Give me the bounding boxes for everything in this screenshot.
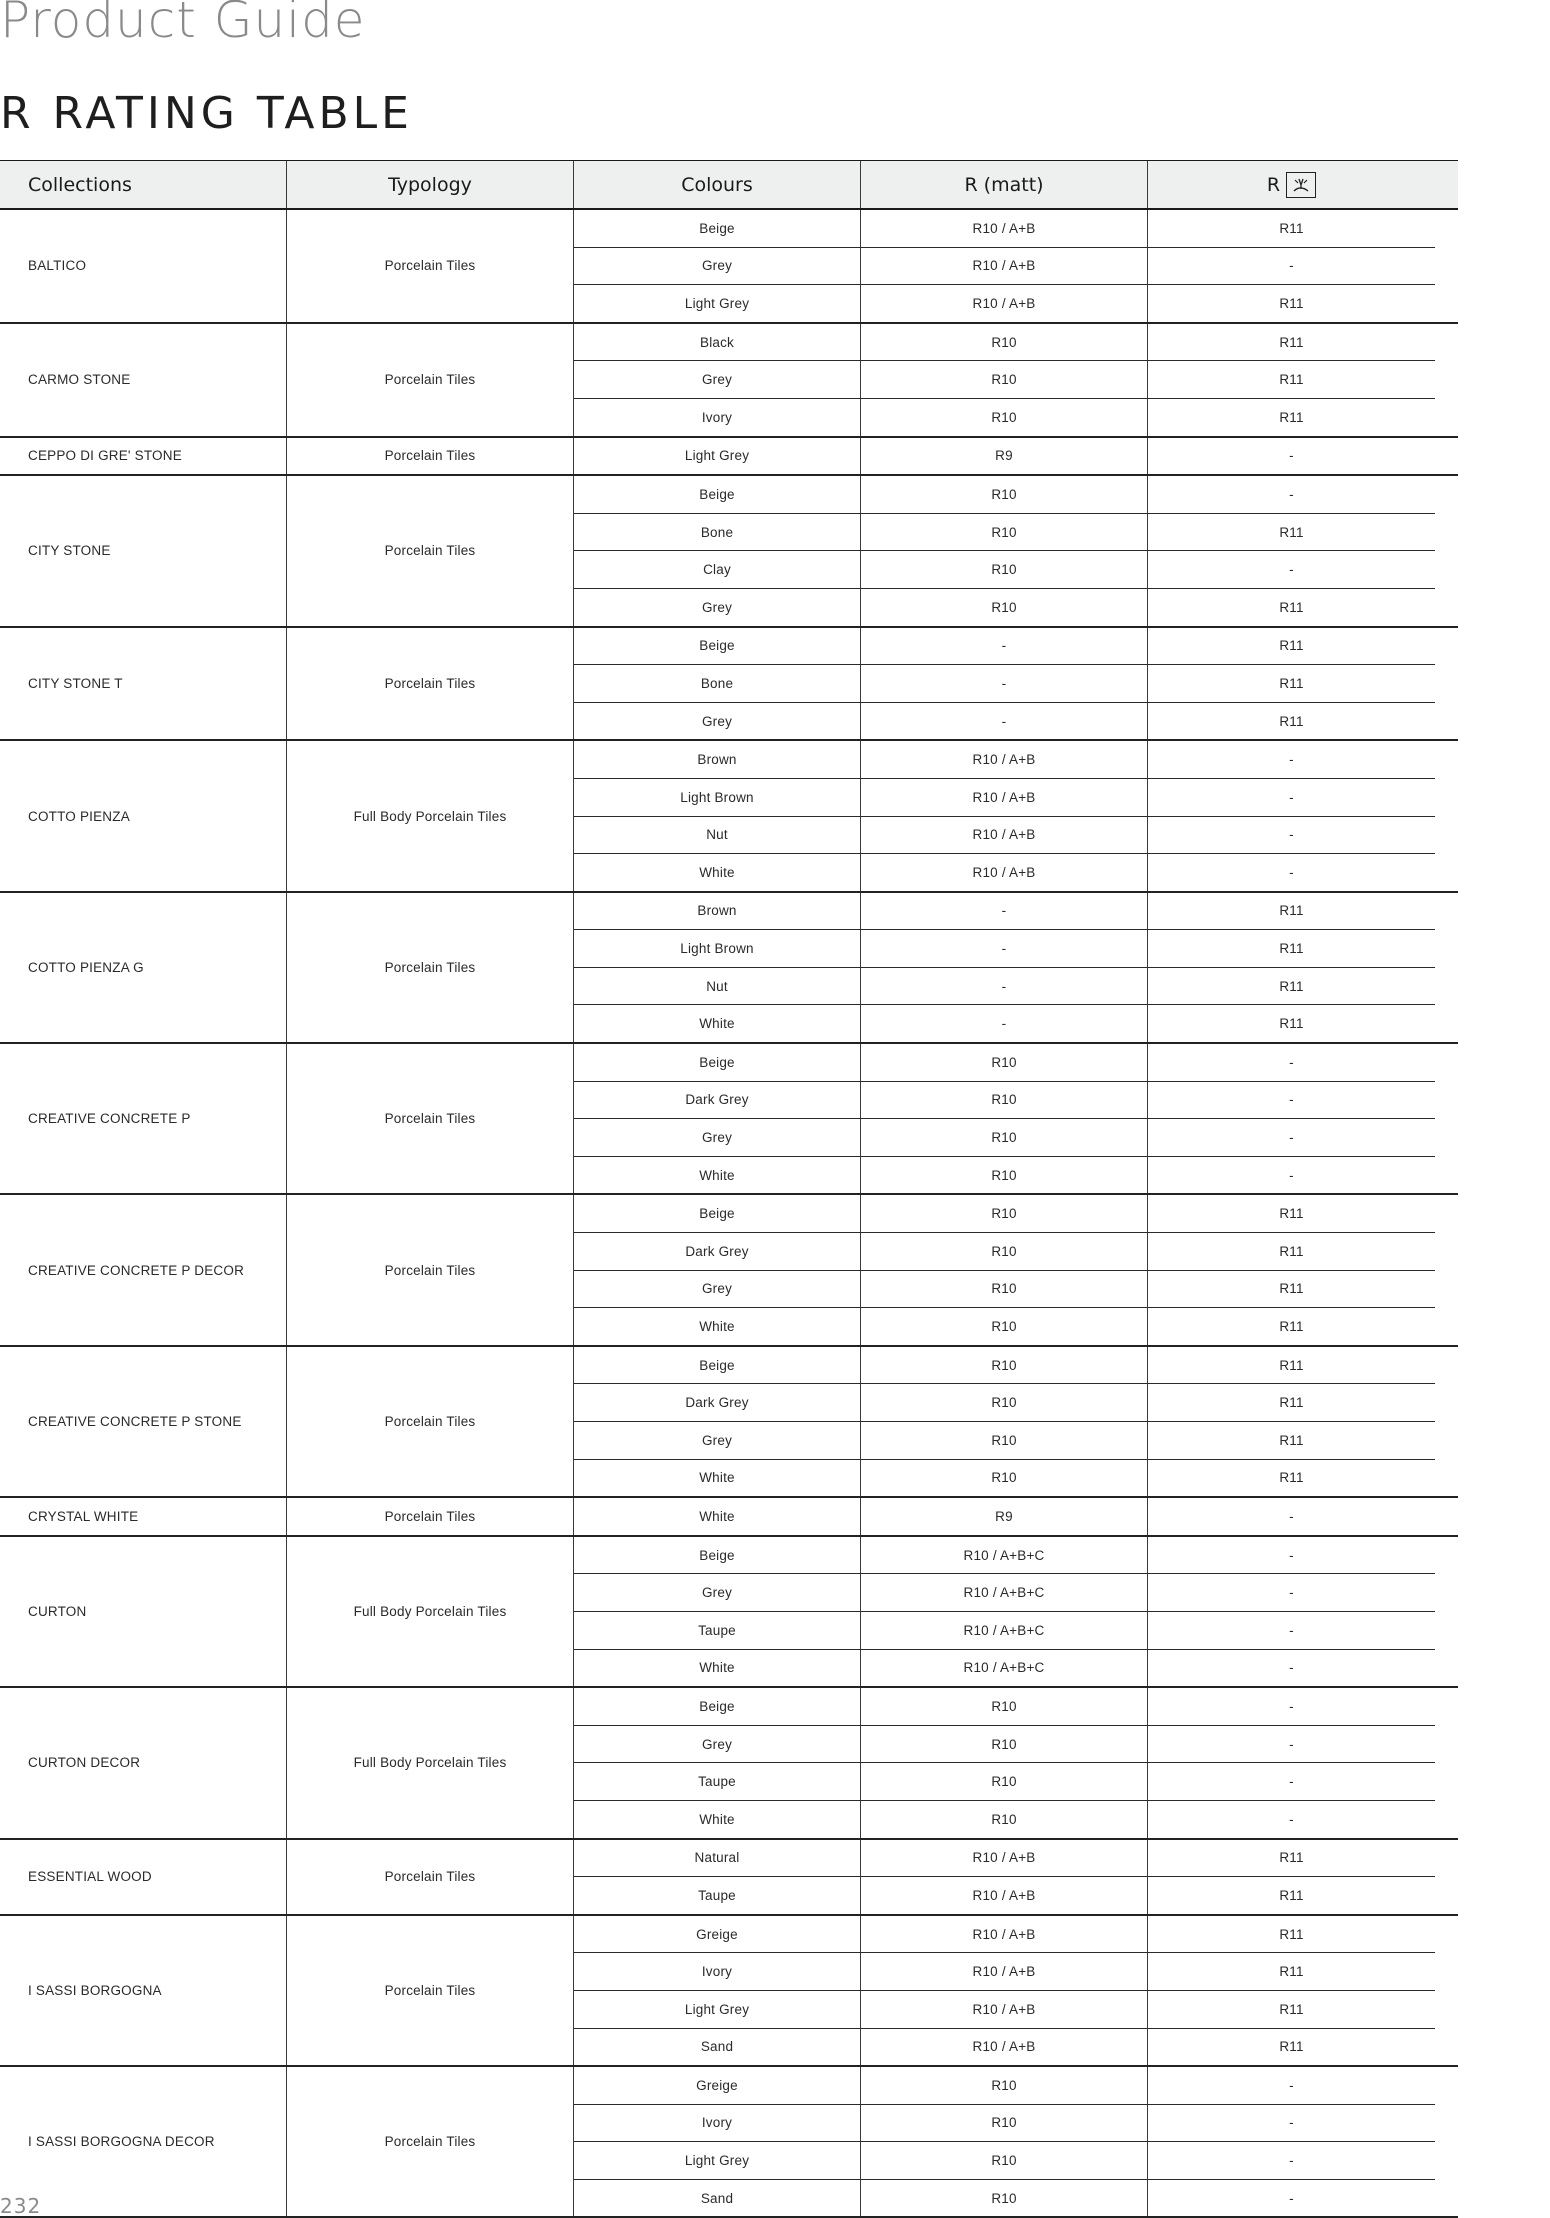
table-row bbox=[574, 324, 1435, 362]
colour-cell: Grey bbox=[574, 248, 861, 285]
table-row bbox=[574, 1005, 1435, 1042]
colour-cell: Ivory bbox=[574, 1953, 861, 1990]
colour-cell: Dark Grey bbox=[574, 1082, 861, 1119]
table-row bbox=[574, 1688, 1435, 1726]
table-row bbox=[574, 1044, 1435, 1082]
colour-cell: Dark Grey bbox=[574, 1384, 861, 1421]
collection-group bbox=[0, 324, 1458, 438]
typology: Porcelain Tiles bbox=[287, 210, 574, 322]
r-outdoor-cell: - bbox=[1289, 2115, 1294, 2131]
colour-cell: Beige bbox=[574, 1347, 861, 1384]
collection-name: CEPPO DI GRE' STONE bbox=[0, 438, 287, 475]
r-matt-cell: R10 / A+B bbox=[861, 1916, 1148, 1953]
r-outdoor-cell: R11 bbox=[1279, 1243, 1304, 1259]
r-outdoor-cell: R11 bbox=[1279, 1964, 1304, 1980]
r-outdoor-cell: - bbox=[1289, 2153, 1294, 2169]
r-outdoor-cell: - bbox=[1289, 1811, 1294, 1827]
r-matt-cell: R10 / A+B+C bbox=[861, 1574, 1148, 1611]
column-header-typology: Typology bbox=[287, 161, 574, 208]
table-row bbox=[574, 1991, 1435, 2029]
r-outdoor-cell: R11 bbox=[1279, 1432, 1304, 1448]
r-outdoor-cell: R11 bbox=[1279, 2001, 1304, 2017]
r-outdoor-cell: - bbox=[1289, 2077, 1294, 2093]
colour-cell: Grey bbox=[574, 1574, 861, 1611]
table-row bbox=[574, 2142, 1435, 2180]
r-outdoor-cell: - bbox=[1289, 1167, 1294, 1183]
collection-group bbox=[0, 438, 1458, 477]
r-outdoor-cell: R11 bbox=[1279, 713, 1304, 729]
colour-rows bbox=[574, 476, 1435, 625]
colour-cell: Taupe bbox=[574, 1763, 861, 1800]
colour-cell: Beige bbox=[574, 628, 861, 665]
column-header-collections: Collections bbox=[0, 161, 287, 208]
r-outdoor-cell: R11 bbox=[1279, 1395, 1304, 1411]
table-row bbox=[574, 1347, 1435, 1385]
r-outdoor-cell: - bbox=[1289, 1585, 1294, 1601]
collection-name: CREATIVE CONCRETE P DECOR bbox=[0, 1195, 287, 1344]
collection-group bbox=[0, 2067, 1458, 2218]
collection-name: CARMO STONE bbox=[0, 324, 287, 436]
r-outdoor-cell: R11 bbox=[1279, 1319, 1304, 1335]
colour-cell: Grey bbox=[574, 1271, 861, 1308]
r-outdoor-cell: - bbox=[1289, 448, 1294, 464]
colour-rows bbox=[574, 324, 1435, 436]
r-outdoor-cell: R11 bbox=[1279, 638, 1304, 654]
typology: Porcelain Tiles bbox=[287, 1347, 574, 1496]
typology: Porcelain Tiles bbox=[287, 628, 574, 740]
r-outdoor-cell: - bbox=[1289, 1508, 1294, 1524]
r-matt-cell: R10 bbox=[861, 476, 1148, 513]
colour-cell: Taupe bbox=[574, 1612, 861, 1649]
colour-cell: Grey bbox=[574, 1726, 861, 1763]
table-row bbox=[574, 1574, 1435, 1612]
r-matt-cell: - bbox=[861, 703, 1148, 740]
r-matt-cell: R10 bbox=[861, 361, 1148, 398]
r-matt-cell: - bbox=[861, 968, 1148, 1005]
r-matt-cell: R10 bbox=[861, 1688, 1148, 1725]
table-row bbox=[574, 1763, 1435, 1801]
r-matt-cell: R10 bbox=[861, 1082, 1148, 1119]
table-row bbox=[574, 1157, 1435, 1194]
typology: Porcelain Tiles bbox=[287, 324, 574, 436]
colour-cell: Black bbox=[574, 324, 861, 361]
r-matt-cell: R10 / A+B bbox=[861, 779, 1148, 816]
colour-cell: White bbox=[574, 1498, 861, 1535]
r-outdoor-cell: R11 bbox=[1279, 334, 1304, 350]
r-matt-cell: R10 / A+B+C bbox=[861, 1612, 1148, 1649]
collection-name: I SASSI BORGOGNA bbox=[0, 1916, 287, 2065]
table-row bbox=[574, 1916, 1435, 1954]
colour-cell: Grey bbox=[574, 703, 861, 740]
colour-rows bbox=[574, 1688, 1435, 1837]
colour-cell: White bbox=[574, 1801, 861, 1838]
r-matt-cell: R10 / A+B+C bbox=[861, 1650, 1148, 1687]
colour-cell: White bbox=[574, 1157, 861, 1194]
table-row bbox=[574, 779, 1435, 817]
brand-title: Product Guide bbox=[0, 0, 366, 49]
table-row bbox=[574, 1233, 1435, 1271]
table-row bbox=[574, 930, 1435, 968]
typology: Full Body Porcelain Tiles bbox=[287, 741, 574, 890]
r-outdoor-cell: R11 bbox=[1279, 409, 1304, 425]
table-row bbox=[574, 210, 1435, 248]
r-outdoor-cell: - bbox=[1289, 1092, 1294, 1108]
table-row bbox=[574, 1840, 1435, 1878]
colour-cell: Nut bbox=[574, 968, 861, 1005]
r-matt-cell: R9 bbox=[861, 1498, 1148, 1535]
r-outdoor-cell: R11 bbox=[1279, 1926, 1304, 1942]
r-matt-cell: R10 / A+B bbox=[861, 1877, 1148, 1914]
table-row bbox=[574, 589, 1435, 626]
r-matt-cell: R10 bbox=[861, 1195, 1148, 1232]
r-outdoor-cell: R11 bbox=[1279, 2039, 1304, 2055]
table-row bbox=[574, 1877, 1435, 1914]
table-row bbox=[574, 551, 1435, 589]
collection-name: CURTON bbox=[0, 1537, 287, 1686]
r-outdoor-cell: R11 bbox=[1279, 220, 1304, 236]
r-matt-cell: R10 bbox=[861, 1119, 1148, 1156]
r-matt-cell: - bbox=[861, 893, 1148, 930]
r-outdoor-cell: R11 bbox=[1279, 295, 1304, 311]
table-row bbox=[574, 1119, 1435, 1157]
table-row bbox=[574, 1650, 1435, 1687]
r-outdoor-cell: - bbox=[1289, 1736, 1294, 1752]
r-matt-cell: R10 / A+B bbox=[861, 741, 1148, 778]
r-outdoor-cell: R11 bbox=[1279, 1281, 1304, 1297]
collection-name: CREATIVE CONCRETE P STONE bbox=[0, 1347, 287, 1496]
r-matt-cell: R10 bbox=[861, 1044, 1148, 1081]
r-matt-cell: - bbox=[861, 1005, 1148, 1042]
colour-rows bbox=[574, 1498, 1435, 1535]
r-outdoor-cell: - bbox=[1289, 789, 1294, 805]
table-row bbox=[574, 1801, 1435, 1838]
collection-group bbox=[0, 893, 1458, 1044]
typology: Porcelain Tiles bbox=[287, 1195, 574, 1344]
r-matt-cell: R10 / A+B bbox=[861, 248, 1148, 285]
outdoor-surface-icon bbox=[1286, 172, 1316, 198]
r-matt-cell: R10 / A+B bbox=[861, 1991, 1148, 2028]
r-outdoor-cell: R11 bbox=[1279, 1206, 1304, 1222]
colour-cell: Bone bbox=[574, 665, 861, 702]
table-row bbox=[574, 1953, 1435, 1991]
collection-group bbox=[0, 1347, 1458, 1498]
r-matt-cell: R9 bbox=[861, 438, 1148, 475]
table-row bbox=[574, 285, 1435, 322]
table-row bbox=[574, 1422, 1435, 1460]
table-row bbox=[574, 1271, 1435, 1309]
r-outdoor-cell: R11 bbox=[1279, 599, 1304, 615]
column-header-r-label: R bbox=[1266, 173, 1281, 196]
colour-cell: Light Brown bbox=[574, 930, 861, 967]
r-outdoor-cell: - bbox=[1289, 562, 1294, 578]
colour-cell: Light Grey bbox=[574, 438, 861, 475]
r-outdoor-cell: R11 bbox=[1279, 524, 1304, 540]
r-matt-cell: R10 bbox=[861, 514, 1148, 551]
colour-cell: White bbox=[574, 854, 861, 891]
r-outdoor-cell: R11 bbox=[1279, 1016, 1304, 1032]
table-row bbox=[574, 399, 1435, 436]
r-matt-cell: R10 bbox=[861, 399, 1148, 436]
table-row bbox=[574, 968, 1435, 1006]
r-outdoor-cell: - bbox=[1289, 1547, 1294, 1563]
table-row bbox=[574, 854, 1435, 891]
r-matt-cell: R10 / A+B bbox=[861, 854, 1148, 891]
collection-name: CITY STONE bbox=[0, 476, 287, 625]
colour-cell: White bbox=[574, 1308, 861, 1345]
typology: Full Body Porcelain Tiles bbox=[287, 1688, 574, 1837]
table-row bbox=[574, 361, 1435, 399]
table-row bbox=[574, 1498, 1435, 1535]
typology: Porcelain Tiles bbox=[287, 893, 574, 1042]
r-matt-cell: - bbox=[861, 930, 1148, 967]
collection-group bbox=[0, 1498, 1458, 1537]
table-row bbox=[574, 1195, 1435, 1233]
r-matt-cell: R10 bbox=[861, 1233, 1148, 1270]
r-outdoor-cell: - bbox=[1289, 1660, 1294, 1676]
colour-rows bbox=[574, 2067, 1435, 2216]
r-outdoor-cell: R11 bbox=[1279, 978, 1304, 994]
table-row bbox=[574, 741, 1435, 779]
collection-group bbox=[0, 1688, 1458, 1839]
colour-cell: Ivory bbox=[574, 399, 861, 436]
r-outdoor-cell: R11 bbox=[1279, 1850, 1304, 1866]
collection-group bbox=[0, 1044, 1458, 1195]
table-row bbox=[574, 665, 1435, 703]
colour-cell: Dark Grey bbox=[574, 1233, 861, 1270]
r-outdoor-cell: R11 bbox=[1279, 675, 1304, 691]
column-header-r-outdoor bbox=[1148, 161, 1435, 208]
colour-cell: Brown bbox=[574, 893, 861, 930]
typology: Porcelain Tiles bbox=[287, 1916, 574, 2065]
r-outdoor-cell: R11 bbox=[1279, 1887, 1304, 1903]
r-matt-cell: R10 bbox=[861, 324, 1148, 361]
collection-name: CREATIVE CONCRETE P bbox=[0, 1044, 287, 1193]
colour-cell: Beige bbox=[574, 476, 861, 513]
collection-group bbox=[0, 1916, 1458, 2067]
colour-cell: Beige bbox=[574, 1537, 861, 1574]
colour-cell: Natural bbox=[574, 1840, 861, 1877]
collection-group bbox=[0, 628, 1458, 742]
r-matt-cell: R10 / A+B bbox=[861, 2029, 1148, 2066]
r-matt-cell: R10 bbox=[861, 1763, 1148, 1800]
collection-name: CRYSTAL WHITE bbox=[0, 1498, 287, 1535]
colour-rows bbox=[574, 210, 1435, 322]
r-matt-cell: R10 bbox=[861, 1308, 1148, 1345]
table-row bbox=[574, 2067, 1435, 2105]
colour-cell: Grey bbox=[574, 589, 861, 626]
colour-cell: Beige bbox=[574, 1044, 861, 1081]
r-matt-cell: R10 bbox=[861, 1460, 1148, 1497]
r-matt-cell: R10 bbox=[861, 1726, 1148, 1763]
colour-cell: Ivory bbox=[574, 2105, 861, 2142]
page-number: 232 bbox=[0, 2194, 42, 2218]
table-row bbox=[574, 817, 1435, 855]
r-outdoor-cell: R11 bbox=[1279, 1357, 1304, 1373]
table-row bbox=[574, 476, 1435, 514]
r-outdoor-cell: - bbox=[1289, 486, 1294, 502]
page-title: R RATING TABLE bbox=[0, 88, 413, 139]
r-matt-cell: R10 / A+B bbox=[861, 817, 1148, 854]
r-outdoor-cell: R11 bbox=[1279, 372, 1304, 388]
r-outdoor-cell: - bbox=[1289, 2190, 1294, 2206]
r-matt-cell: R10 / A+B bbox=[861, 210, 1148, 247]
typology: Porcelain Tiles bbox=[287, 438, 574, 475]
r-matt-cell: R10 bbox=[861, 1347, 1148, 1384]
r-outdoor-cell: - bbox=[1289, 752, 1294, 768]
collection-group bbox=[0, 210, 1458, 324]
r-matt-cell: - bbox=[861, 665, 1148, 702]
colour-cell: Light Grey bbox=[574, 1991, 861, 2028]
typology: Porcelain Tiles bbox=[287, 1044, 574, 1193]
r-matt-cell: R10 / A+B bbox=[861, 1840, 1148, 1877]
r-matt-cell: R10 bbox=[861, 2067, 1148, 2104]
r-matt-cell: R10 / A+B+C bbox=[861, 1537, 1148, 1574]
r-matt-cell: R10 bbox=[861, 1157, 1148, 1194]
colour-cell: Greige bbox=[574, 2067, 861, 2104]
r-matt-cell: R10 / A+B bbox=[861, 285, 1148, 322]
table-body bbox=[0, 210, 1458, 2218]
colour-cell: Nut bbox=[574, 817, 861, 854]
table-row bbox=[574, 1460, 1435, 1497]
collection-name: ESSENTIAL WOOD bbox=[0, 1840, 287, 1914]
r-matt-cell: R10 bbox=[861, 1801, 1148, 1838]
r-matt-cell: R10 bbox=[861, 551, 1148, 588]
column-header-colours: Colours bbox=[574, 161, 861, 208]
colour-rows bbox=[574, 1916, 1435, 2065]
collection-name: BALTICO bbox=[0, 210, 287, 322]
typology: Porcelain Tiles bbox=[287, 2067, 574, 2216]
typology: Porcelain Tiles bbox=[287, 1840, 574, 1914]
colour-cell: Light Brown bbox=[574, 779, 861, 816]
table-row bbox=[574, 1082, 1435, 1120]
colour-cell: Beige bbox=[574, 1688, 861, 1725]
colour-cell: Sand bbox=[574, 2180, 861, 2217]
r-matt-cell: R10 bbox=[861, 2180, 1148, 2217]
r-matt-cell: R10 / A+B bbox=[861, 1953, 1148, 1990]
colour-cell: White bbox=[574, 1650, 861, 1687]
r-outdoor-cell: R11 bbox=[1279, 1470, 1304, 1486]
colour-cell: Light Grey bbox=[574, 285, 861, 322]
table-row bbox=[574, 2180, 1435, 2217]
r-matt-cell: - bbox=[861, 628, 1148, 665]
r-outdoor-cell: - bbox=[1289, 1622, 1294, 1638]
r-outdoor-cell: - bbox=[1289, 1698, 1294, 1714]
colour-rows bbox=[574, 741, 1435, 890]
colour-cell: Grey bbox=[574, 361, 861, 398]
table-row bbox=[574, 438, 1435, 475]
table-row bbox=[574, 628, 1435, 666]
table-row bbox=[574, 703, 1435, 740]
colour-rows bbox=[574, 1347, 1435, 1496]
table-row bbox=[574, 1612, 1435, 1650]
r-rating-table bbox=[0, 160, 1458, 2218]
collection-name: I SASSI BORGOGNA DECOR bbox=[0, 2067, 287, 2216]
r-outdoor-cell: - bbox=[1289, 1774, 1294, 1790]
colour-rows bbox=[574, 1537, 1435, 1686]
typology: Porcelain Tiles bbox=[287, 476, 574, 625]
colour-cell: Clay bbox=[574, 551, 861, 588]
colour-cell: Brown bbox=[574, 741, 861, 778]
colour-rows bbox=[574, 1195, 1435, 1344]
table-row bbox=[574, 1308, 1435, 1345]
table-row bbox=[574, 514, 1435, 552]
r-matt-cell: R10 bbox=[861, 1271, 1148, 1308]
collection-group bbox=[0, 1195, 1458, 1346]
colour-cell: Beige bbox=[574, 1195, 861, 1232]
table-row bbox=[574, 248, 1435, 286]
collection-group bbox=[0, 1840, 1458, 1916]
colour-rows bbox=[574, 1044, 1435, 1193]
collection-group bbox=[0, 741, 1458, 892]
r-matt-cell: R10 bbox=[861, 589, 1148, 626]
table-row bbox=[574, 1384, 1435, 1422]
r-outdoor-cell: - bbox=[1289, 258, 1294, 274]
table-row bbox=[574, 2029, 1435, 2066]
r-outdoor-cell: - bbox=[1289, 1130, 1294, 1146]
table-row bbox=[574, 1537, 1435, 1575]
colour-cell: White bbox=[574, 1005, 861, 1042]
r-matt-cell: R10 bbox=[861, 1422, 1148, 1459]
colour-cell: Bone bbox=[574, 514, 861, 551]
typology: Porcelain Tiles bbox=[287, 1498, 574, 1535]
r-outdoor-cell: - bbox=[1289, 864, 1294, 880]
colour-cell: Sand bbox=[574, 2029, 861, 2066]
table-row bbox=[574, 2105, 1435, 2143]
r-outdoor-cell: R11 bbox=[1279, 941, 1304, 957]
collection-group bbox=[0, 476, 1458, 627]
r-outdoor-cell: - bbox=[1289, 827, 1294, 843]
colour-rows bbox=[574, 893, 1435, 1042]
collection-name: CITY STONE T bbox=[0, 628, 287, 740]
typology: Full Body Porcelain Tiles bbox=[287, 1537, 574, 1686]
table-row bbox=[574, 1726, 1435, 1764]
colour-cell: Light Grey bbox=[574, 2142, 861, 2179]
colour-rows bbox=[574, 438, 1435, 475]
column-header-r-matt: R (matt) bbox=[861, 161, 1148, 208]
collection-name: CURTON DECOR bbox=[0, 1688, 287, 1837]
table-row bbox=[574, 893, 1435, 931]
colour-cell: Taupe bbox=[574, 1877, 861, 1914]
r-outdoor-cell: - bbox=[1289, 1054, 1294, 1070]
colour-cell: Grey bbox=[574, 1422, 861, 1459]
collection-name: COTTO PIENZA G bbox=[0, 893, 287, 1042]
r-matt-cell: R10 bbox=[861, 2142, 1148, 2179]
colour-cell: White bbox=[574, 1460, 861, 1497]
colour-rows bbox=[574, 628, 1435, 740]
colour-cell: Beige bbox=[574, 210, 861, 247]
r-outdoor-cell: R11 bbox=[1279, 903, 1304, 919]
colour-rows bbox=[574, 1840, 1435, 1914]
table-header bbox=[0, 161, 1458, 210]
r-matt-cell: R10 bbox=[861, 2105, 1148, 2142]
r-matt-cell: R10 bbox=[861, 1384, 1148, 1421]
colour-cell: Grey bbox=[574, 1119, 861, 1156]
collection-name: COTTO PIENZA bbox=[0, 741, 287, 890]
collection-group bbox=[0, 1537, 1458, 1688]
colour-cell: Greige bbox=[574, 1916, 861, 1953]
